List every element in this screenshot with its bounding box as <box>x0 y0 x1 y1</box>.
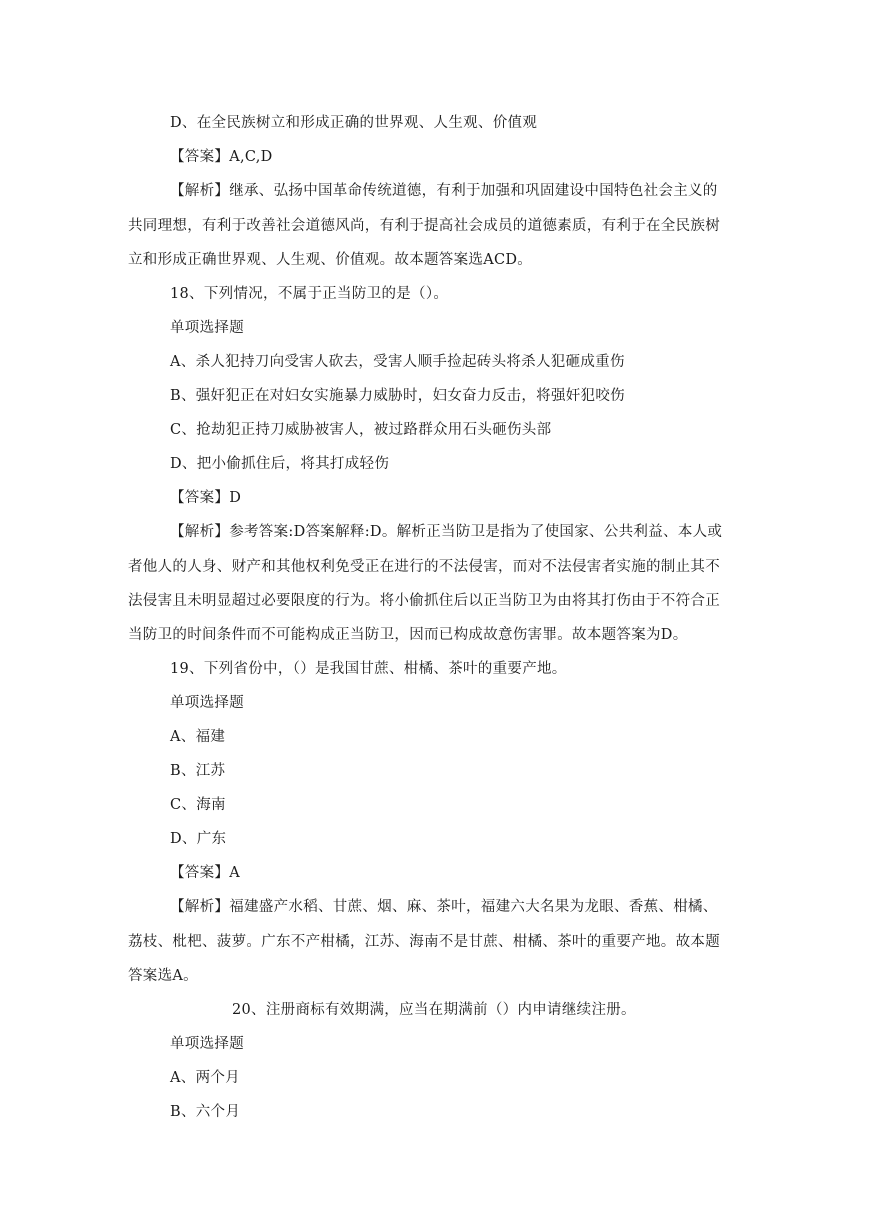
analysis-line: 【解析】福建盛产水稻、甘蔗、烟、麻、茶叶，福建六大名果为龙眼、香蕉、柑橘、 <box>170 899 718 915</box>
question-18: 18、下列情况，不属于正当防卫的是（）。 <box>170 286 449 302</box>
question-type: 单项选择题 <box>170 695 244 711</box>
option-b: B、江苏 <box>170 763 226 779</box>
question-20: 20、注册商标有效期满，应当在期满前（）内申请继续注册。 <box>232 1002 636 1018</box>
analysis-line: 者他人的人身、财产和其他权利免受正在进行的不法侵害，而对不法侵害者实施的制止其不 <box>128 559 720 575</box>
question-19: 19、下列省份中，（）是我国甘蔗、柑橘、茶叶的重要产地。 <box>170 661 567 677</box>
answer: 【答案】D <box>170 490 242 506</box>
option-d: D、在全民族树立和形成正确的世界观、人生观、价值观 <box>170 115 538 131</box>
option-a: A、福建 <box>170 729 226 745</box>
analysis-line: 【解析】参考答案:D答案解释:D。解析正当防卫是指为了使国家、公共利益、本人或 <box>170 524 723 540</box>
option-c: C、海南 <box>170 797 226 813</box>
option-b: B、六个月 <box>170 1104 241 1120</box>
analysis-line: 法侵害且未明显超过必要限度的行为。将小偷抓住后以正当防卫为由将其打伤由于不符合正 <box>128 593 720 609</box>
option-c: C、抢劫犯正持刀威胁被害人，被过路群众用石头砸伤头部 <box>170 422 552 438</box>
question-type: 单项选择题 <box>170 1036 244 1052</box>
answer: 【答案】A <box>170 865 240 881</box>
analysis-line: 立和形成正确世界观、人生观、价值观。故本题答案选ACD。 <box>128 252 533 268</box>
analysis-line: 【解析】继承、弘扬中国革命传统道德，有利于加强和巩固建设中国特色社会主义的 <box>170 183 718 199</box>
answer: 【答案】A,C,D <box>170 149 273 165</box>
option-a: A、两个月 <box>170 1070 240 1086</box>
option-a: A、杀人犯持刀向受害人砍去，受害人顺手捡起砖头将杀人犯砸成重伤 <box>170 354 625 370</box>
analysis-line: 共同理想，有利于改善社会道德风尚，有利于提高社会成员的道德素质，有利于在全民族树 <box>128 218 720 234</box>
option-b: B、强奸犯正在对妇女实施暴力威胁时，妇女奋力反击，将强奸犯咬伤 <box>170 388 625 404</box>
analysis-line: 荔枝、枇杷、菠萝。广东不产柑橘，江苏、海南不是甘蔗、柑橘、茶叶的重要产地。故本题 <box>128 934 720 950</box>
option-d: D、广东 <box>170 831 227 847</box>
question-type: 单项选择题 <box>170 320 244 336</box>
analysis-line: 当防卫的时间条件而不可能构成正当防卫，因而已构成故意伤害罪。故本题答案为D。 <box>128 627 688 643</box>
option-d: D、把小偷抓住后，将其打成轻伤 <box>170 456 390 472</box>
analysis-line: 答案选A。 <box>128 968 198 984</box>
